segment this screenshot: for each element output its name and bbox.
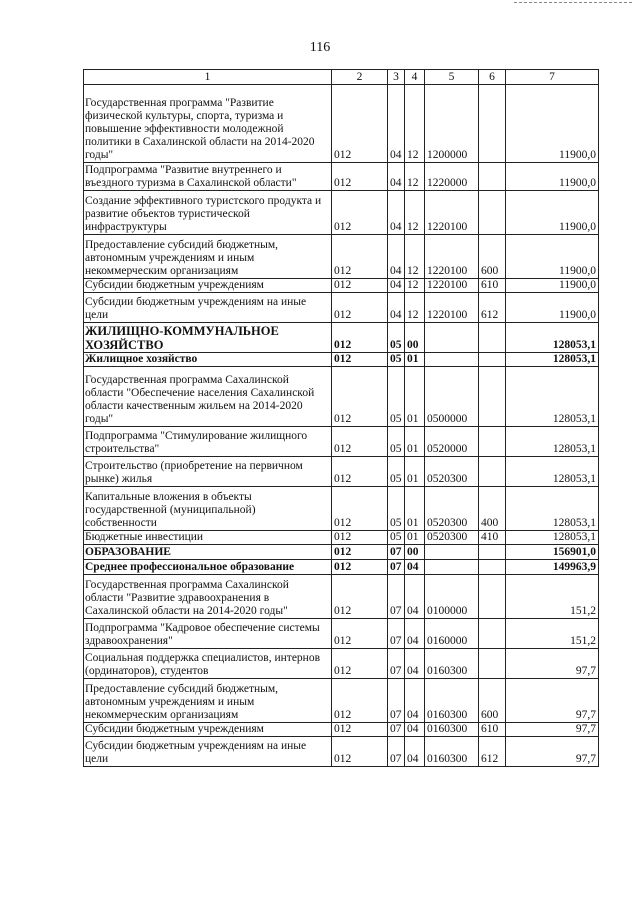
row-amount-cell: 156901,0 bbox=[506, 545, 599, 560]
row-subsection-cell: 12 bbox=[405, 85, 425, 163]
row-target-article-cell: 0500000 bbox=[425, 367, 479, 427]
row-amount-cell: 97,7 bbox=[506, 723, 599, 737]
page-number: 116 bbox=[309, 40, 331, 55]
budget-table bbox=[83, 69, 599, 767]
row-amount-cell: 11900,0 bbox=[506, 293, 599, 323]
row-section-cell: 05 bbox=[388, 457, 405, 487]
row-subsection-cell: 12 bbox=[405, 235, 425, 279]
row-grbs-cell: 012 bbox=[332, 545, 388, 560]
row-amount-cell: 128053,1 bbox=[506, 487, 599, 531]
row-grbs-cell: 012 bbox=[332, 679, 388, 723]
row-section-cell: 07 bbox=[388, 575, 405, 619]
row-grbs-cell: 012 bbox=[332, 323, 388, 353]
row-grbs-cell: 012 bbox=[332, 191, 388, 235]
header-col-2: 2 bbox=[332, 70, 388, 85]
row-section-cell: 05 bbox=[388, 427, 405, 457]
row-expense-type-cell bbox=[479, 85, 506, 163]
row-target-article-cell: 0160300 bbox=[425, 723, 479, 737]
row-section-cell: 04 bbox=[388, 191, 405, 235]
row-name-cell: Субсидии бюджетным учреждениям bbox=[84, 279, 332, 293]
row-expense-type-cell: 600 bbox=[479, 235, 506, 279]
table-row bbox=[84, 323, 599, 353]
row-expense-type-cell: 612 bbox=[479, 737, 506, 767]
row-subsection-cell: 04 bbox=[405, 560, 425, 575]
row-name-cell: Капитальные вложения в объекты государственной (муниципальной) собственности bbox=[84, 487, 332, 531]
row-subsection-cell: 04 bbox=[405, 737, 425, 767]
row-amount-cell: 11900,0 bbox=[506, 85, 599, 163]
row-section-cell: 07 bbox=[388, 723, 405, 737]
row-subsection-cell: 00 bbox=[405, 323, 425, 353]
row-subsection-cell: 04 bbox=[405, 619, 425, 649]
table-row bbox=[84, 279, 599, 293]
row-expense-type-cell bbox=[479, 353, 506, 367]
header-col-1: 1 bbox=[84, 70, 332, 85]
row-expense-type-cell bbox=[479, 427, 506, 457]
row-target-article-cell: 0520300 bbox=[425, 487, 479, 531]
row-grbs-cell: 012 bbox=[332, 575, 388, 619]
row-target-article-cell bbox=[425, 545, 479, 560]
row-target-article-cell: 0160300 bbox=[425, 649, 479, 679]
row-expense-type-cell bbox=[479, 163, 506, 191]
row-name-cell: Создание эффективного туристского продукта и развитие объектов туристической инфраструктуры bbox=[84, 191, 332, 235]
top-scan-line bbox=[514, 2, 632, 3]
row-expense-type-cell bbox=[479, 619, 506, 649]
row-subsection-cell: 01 bbox=[405, 367, 425, 427]
row-name-cell: ОБРАЗОВАНИЕ bbox=[84, 545, 332, 560]
row-expense-type-cell: 610 bbox=[479, 723, 506, 737]
row-grbs-cell: 012 bbox=[332, 353, 388, 367]
row-target-article-cell bbox=[425, 560, 479, 575]
row-name-cell: Подпрограмма "Развитие внутреннего и въездного туризма в Сахалинской области" bbox=[84, 163, 332, 191]
table-row bbox=[84, 353, 599, 367]
row-subsection-cell: 01 bbox=[405, 531, 425, 545]
row-target-article-cell: 1220000 bbox=[425, 163, 479, 191]
row-grbs-cell: 012 bbox=[332, 619, 388, 649]
row-amount-cell: 11900,0 bbox=[506, 163, 599, 191]
table-row bbox=[84, 487, 599, 531]
row-section-cell: 04 bbox=[388, 235, 405, 279]
row-grbs-cell: 012 bbox=[332, 293, 388, 323]
row-amount-cell: 11900,0 bbox=[506, 235, 599, 279]
table-row bbox=[84, 293, 599, 323]
header-col-4: 4 bbox=[405, 70, 425, 85]
row-target-article-cell bbox=[425, 323, 479, 353]
row-section-cell: 07 bbox=[388, 560, 405, 575]
row-subsection-cell: 04 bbox=[405, 575, 425, 619]
row-name-cell: Государственная программа "Развитие физической культуры, спорта, туризма и повышение эффективности молодежной политики в Сахалинской области на 2014-2020 годы" bbox=[84, 85, 332, 163]
table-row bbox=[84, 619, 599, 649]
row-name-cell: Строительство (приобретение на первичном рынке) жилья bbox=[84, 457, 332, 487]
row-amount-cell: 11900,0 bbox=[506, 279, 599, 293]
row-target-article-cell: 0520000 bbox=[425, 427, 479, 457]
row-subsection-cell: 01 bbox=[405, 487, 425, 531]
row-section-cell: 07 bbox=[388, 737, 405, 767]
row-expense-type-cell bbox=[479, 367, 506, 427]
row-expense-type-cell: 600 bbox=[479, 679, 506, 723]
row-grbs-cell: 012 bbox=[332, 457, 388, 487]
row-grbs-cell: 012 bbox=[332, 279, 388, 293]
row-target-article-cell: 0520300 bbox=[425, 531, 479, 545]
row-name-cell: Подпрограмма "Кадровое обеспечение системы здравоохранения" bbox=[84, 619, 332, 649]
row-section-cell: 04 bbox=[388, 279, 405, 293]
row-subsection-cell: 12 bbox=[405, 293, 425, 323]
row-subsection-cell: 00 bbox=[405, 545, 425, 560]
row-section-cell: 05 bbox=[388, 531, 405, 545]
row-grbs-cell: 012 bbox=[332, 163, 388, 191]
table-row bbox=[84, 457, 599, 487]
row-name-cell: Подпрограмма "Стимулирование жилищного строительства" bbox=[84, 427, 332, 457]
table-row bbox=[84, 235, 599, 279]
row-section-cell: 04 bbox=[388, 293, 405, 323]
row-subsection-cell: 12 bbox=[405, 191, 425, 235]
row-grbs-cell: 012 bbox=[332, 235, 388, 279]
row-name-cell: Среднее профессиональное образование bbox=[84, 560, 332, 575]
row-expense-type-cell bbox=[479, 560, 506, 575]
row-section-cell: 07 bbox=[388, 649, 405, 679]
row-section-cell: 07 bbox=[388, 545, 405, 560]
table-row bbox=[84, 191, 599, 235]
row-name-cell: Предоставление субсидий бюджетным, автономным учреждениям и иным некоммерческим организациям bbox=[84, 679, 332, 723]
header-col-7: 7 bbox=[506, 70, 599, 85]
row-section-cell: 05 bbox=[388, 487, 405, 531]
row-grbs-cell: 012 bbox=[332, 649, 388, 679]
row-expense-type-cell bbox=[479, 545, 506, 560]
row-name-cell: Государственная программа Сахалинской области "Развитие здравоохранения в Сахалинской области на 2014-2020 годы" bbox=[84, 575, 332, 619]
row-name-cell: Бюджетные инвестиции bbox=[84, 531, 332, 545]
row-amount-cell: 151,2 bbox=[506, 619, 599, 649]
table-row bbox=[84, 723, 599, 737]
row-grbs-cell: 012 bbox=[332, 737, 388, 767]
row-expense-type-cell: 610 bbox=[479, 279, 506, 293]
row-amount-cell: 97,7 bbox=[506, 679, 599, 723]
row-target-article-cell: 1220100 bbox=[425, 235, 479, 279]
row-grbs-cell: 012 bbox=[332, 427, 388, 457]
row-target-article-cell: 0100000 bbox=[425, 575, 479, 619]
table-row bbox=[84, 679, 599, 723]
row-section-cell: 07 bbox=[388, 679, 405, 723]
row-target-article-cell: 0160300 bbox=[425, 679, 479, 723]
row-name-cell: Субсидии бюджетным учреждениям bbox=[84, 723, 332, 737]
row-grbs-cell: 012 bbox=[332, 723, 388, 737]
row-section-cell: 07 bbox=[388, 619, 405, 649]
table-row bbox=[84, 85, 599, 163]
row-section-cell: 04 bbox=[388, 163, 405, 191]
table-row bbox=[84, 367, 599, 427]
row-target-article-cell: 0160300 bbox=[425, 737, 479, 767]
table-row bbox=[84, 163, 599, 191]
row-subsection-cell: 04 bbox=[405, 649, 425, 679]
header-col-5: 5 bbox=[425, 70, 479, 85]
row-amount-cell: 128053,1 bbox=[506, 427, 599, 457]
row-amount-cell: 151,2 bbox=[506, 575, 599, 619]
row-name-cell: Жилищное хозяйство bbox=[84, 353, 332, 367]
row-target-article-cell: 0520300 bbox=[425, 457, 479, 487]
table-row bbox=[84, 427, 599, 457]
row-name-cell: ЖИЛИЩНО-КОММУНАЛЬНОЕ ХОЗЯЙСТВО bbox=[84, 323, 332, 353]
row-subsection-cell: 01 bbox=[405, 457, 425, 487]
row-subsection-cell: 01 bbox=[405, 427, 425, 457]
row-amount-cell: 97,7 bbox=[506, 649, 599, 679]
row-target-article-cell: 1200000 bbox=[425, 85, 479, 163]
table-row bbox=[84, 531, 599, 545]
row-section-cell: 04 bbox=[388, 85, 405, 163]
row-subsection-cell: 04 bbox=[405, 723, 425, 737]
row-expense-type-cell: 612 bbox=[479, 293, 506, 323]
row-expense-type-cell bbox=[479, 575, 506, 619]
row-target-article-cell: 1220100 bbox=[425, 279, 479, 293]
row-grbs-cell: 012 bbox=[332, 487, 388, 531]
row-expense-type-cell bbox=[479, 191, 506, 235]
row-amount-cell: 128053,1 bbox=[506, 531, 599, 545]
row-amount-cell: 149963,9 bbox=[506, 560, 599, 575]
row-section-cell: 05 bbox=[388, 367, 405, 427]
row-expense-type-cell bbox=[479, 649, 506, 679]
row-target-article-cell: 1220100 bbox=[425, 293, 479, 323]
row-name-cell: Социальная поддержка специалистов, интернов (ординаторов), студентов bbox=[84, 649, 332, 679]
row-amount-cell: 11900,0 bbox=[506, 191, 599, 235]
header-col-3: 3 bbox=[388, 70, 405, 85]
row-grbs-cell: 012 bbox=[332, 367, 388, 427]
table-row bbox=[84, 737, 599, 767]
table-row bbox=[84, 575, 599, 619]
row-subsection-cell: 01 bbox=[405, 353, 425, 367]
header-row bbox=[84, 70, 599, 85]
row-expense-type-cell bbox=[479, 457, 506, 487]
row-name-cell: Предоставление субсидий бюджетным, автономным учреждениям и иным некоммерческим организациям bbox=[84, 235, 332, 279]
table-row bbox=[84, 545, 599, 560]
row-grbs-cell: 012 bbox=[332, 560, 388, 575]
row-target-article-cell: 0160000 bbox=[425, 619, 479, 649]
row-amount-cell: 128053,1 bbox=[506, 323, 599, 353]
table-body bbox=[84, 85, 599, 767]
header-col-6: 6 bbox=[479, 70, 506, 85]
row-section-cell: 05 bbox=[388, 323, 405, 353]
row-grbs-cell: 012 bbox=[332, 85, 388, 163]
row-amount-cell: 128053,1 bbox=[506, 353, 599, 367]
row-expense-type-cell: 400 bbox=[479, 487, 506, 531]
row-amount-cell: 128053,1 bbox=[506, 367, 599, 427]
row-grbs-cell: 012 bbox=[332, 531, 388, 545]
row-name-cell: Субсидии бюджетным учреждениям на иные цели bbox=[84, 737, 332, 767]
row-name-cell: Государственная программа Сахалинской области "Обеспечение населения Сахалинской области качественным жильем на 2014-2020 годы" bbox=[84, 367, 332, 427]
table-row bbox=[84, 649, 599, 679]
row-target-article-cell bbox=[425, 353, 479, 367]
row-amount-cell: 128053,1 bbox=[506, 457, 599, 487]
row-target-article-cell: 1220100 bbox=[425, 191, 479, 235]
row-expense-type-cell: 410 bbox=[479, 531, 506, 545]
row-subsection-cell: 12 bbox=[405, 163, 425, 191]
row-subsection-cell: 12 bbox=[405, 279, 425, 293]
row-section-cell: 05 bbox=[388, 353, 405, 367]
row-amount-cell: 97,7 bbox=[506, 737, 599, 767]
table-row bbox=[84, 560, 599, 575]
row-subsection-cell: 04 bbox=[405, 679, 425, 723]
row-expense-type-cell bbox=[479, 323, 506, 353]
row-name-cell: Субсидии бюджетным учреждениям на иные цели bbox=[84, 293, 332, 323]
